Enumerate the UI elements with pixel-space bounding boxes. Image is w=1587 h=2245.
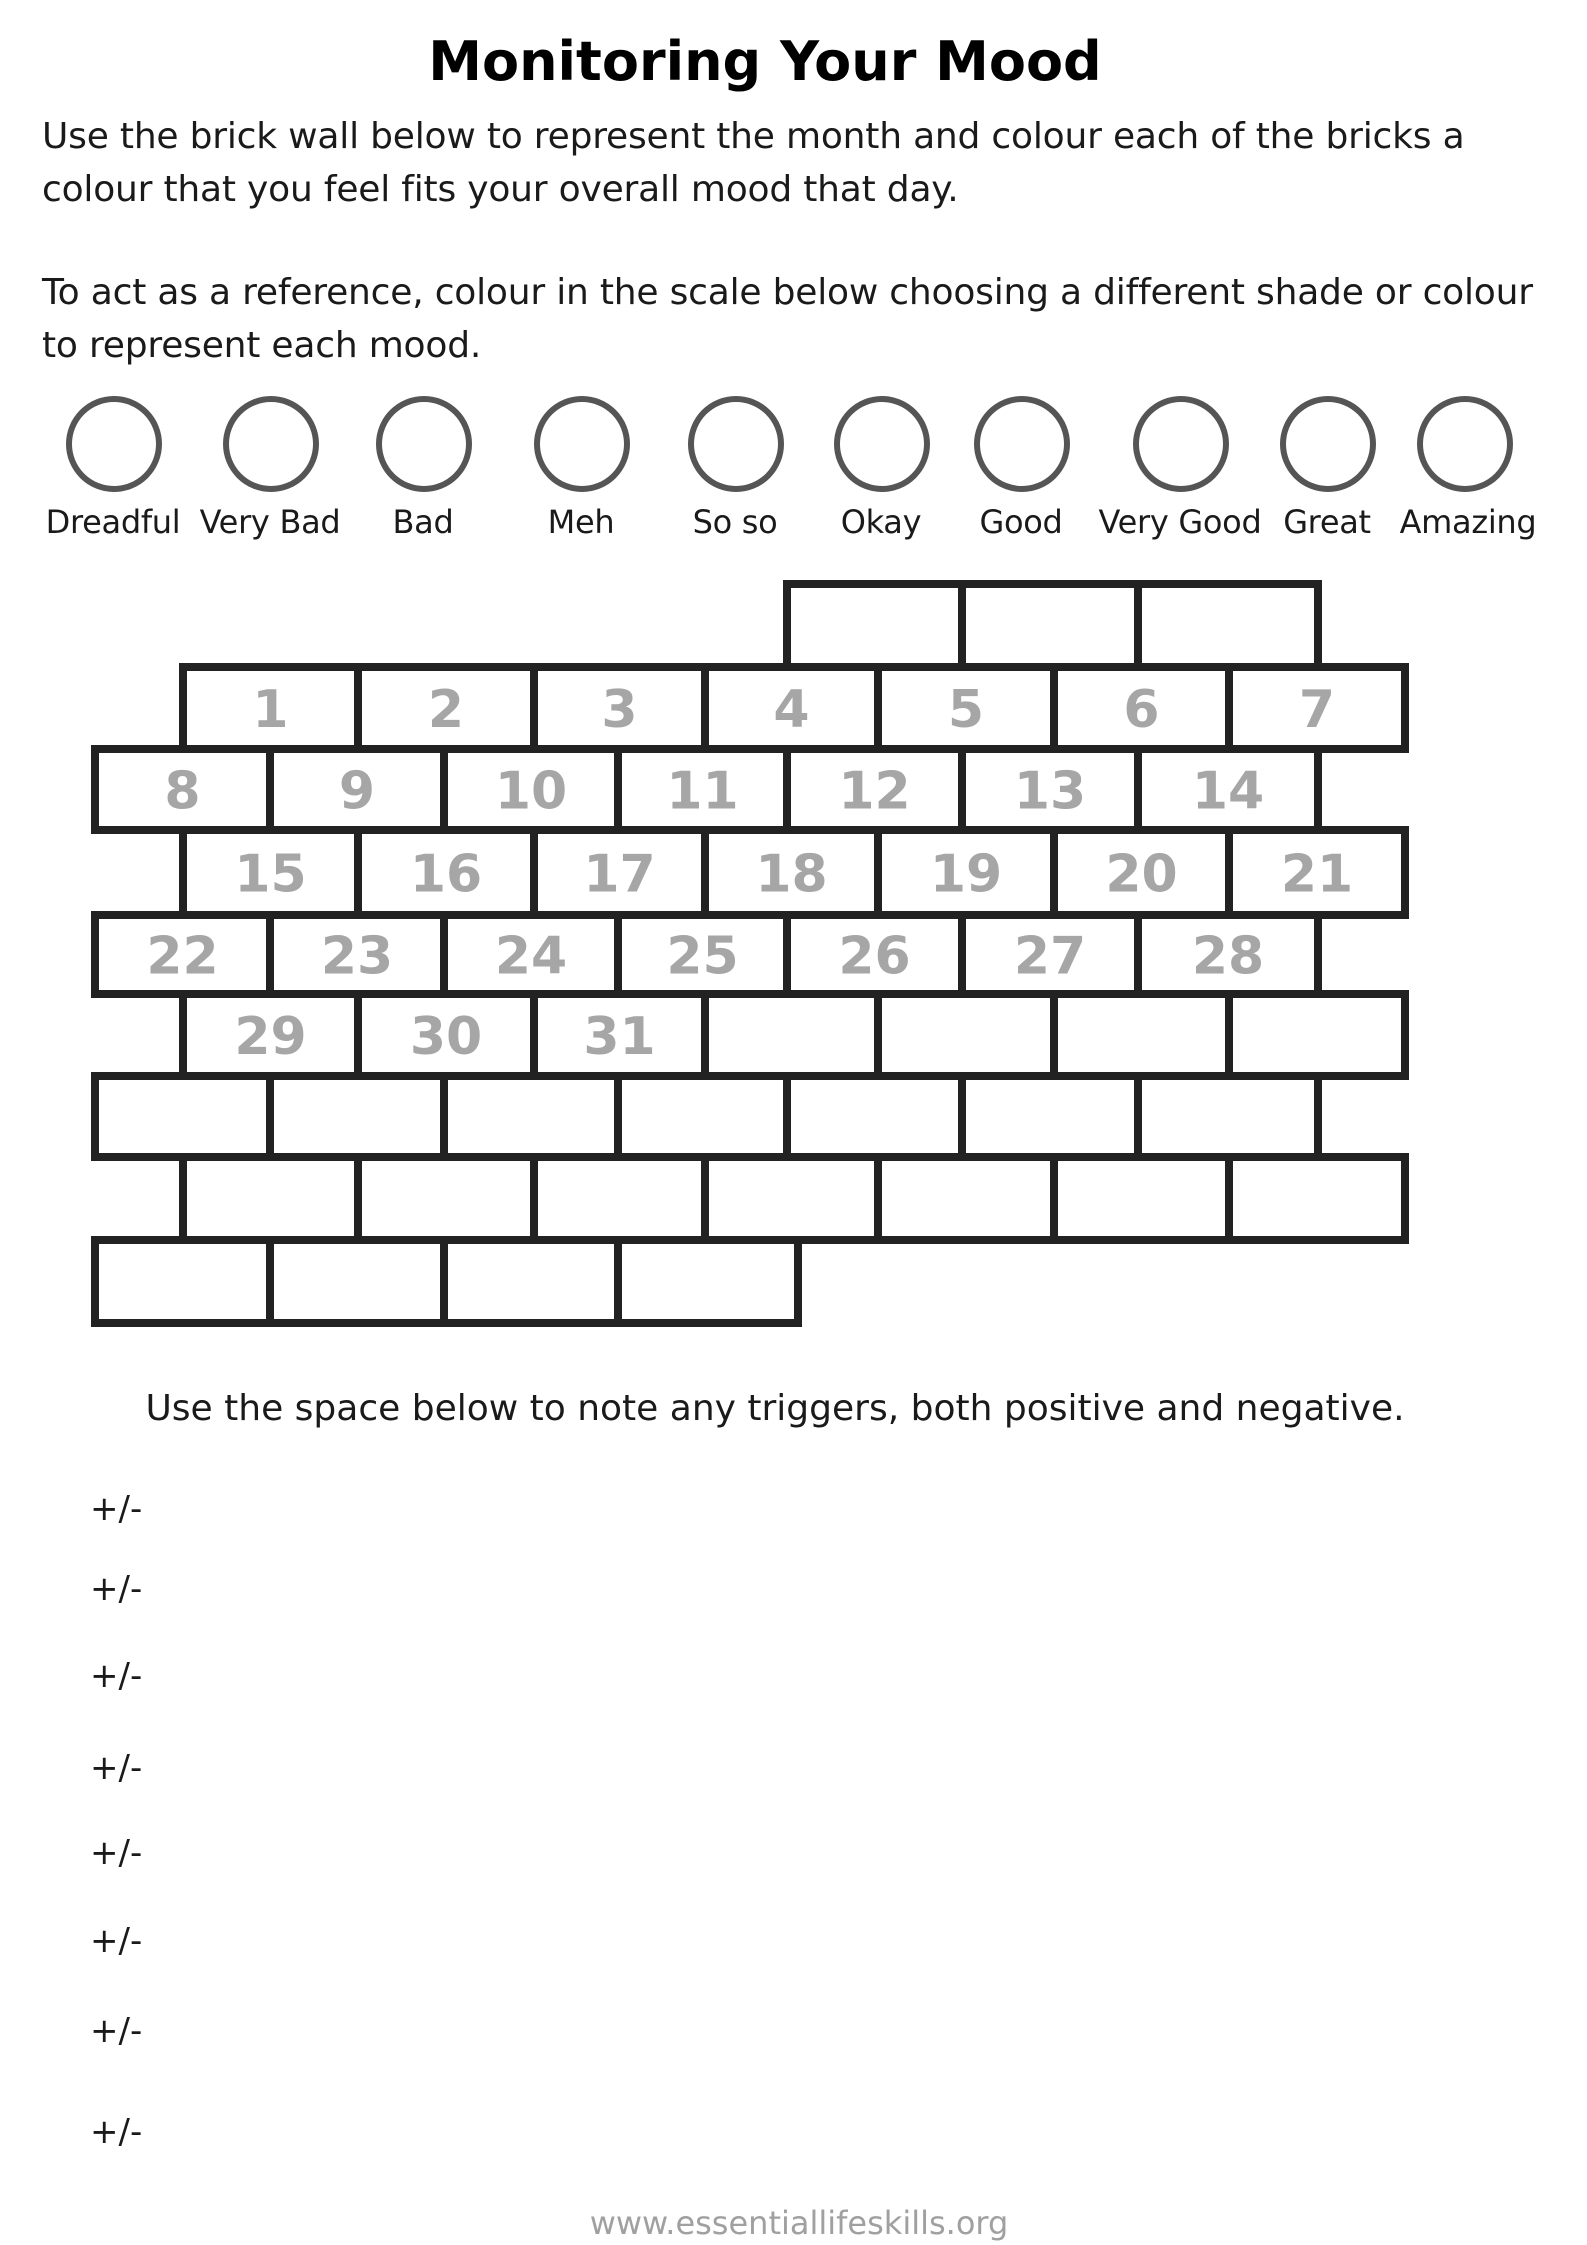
mood-label-okay: Okay (840, 503, 922, 541)
brick-day-number: 2 (427, 680, 465, 740)
footer-url: www.essentiallifeskills.org (589, 2204, 1009, 2242)
mood-label-meh: Meh (547, 503, 615, 541)
brick-blank[interactable] (705, 994, 878, 1076)
brick-blank[interactable] (787, 1076, 962, 1157)
brick-blank[interactable] (270, 1076, 444, 1157)
trigger-prefix: +/- (90, 1489, 143, 1529)
instruction-scale: To act as a reference, colour in the scale below choosing a different shade or colour to represent each mood. (42, 272, 1533, 366)
brick-day-number: 5 (947, 680, 985, 740)
brick-day-number: 30 (409, 1007, 483, 1067)
brick-day-number: 31 (583, 1007, 656, 1067)
brick-blank[interactable] (618, 1240, 798, 1323)
brick-blank[interactable] (95, 1076, 270, 1157)
triggers-intro: Use the space below to note any triggers, both positive and negative. (145, 1388, 1405, 1429)
brick-day-number: 21 (1280, 844, 1354, 905)
trigger-line (90, 2112, 1530, 2158)
brick-blank[interactable] (1138, 584, 1318, 667)
brick-day-number: 20 (1105, 844, 1178, 905)
trigger-prefix: +/- (90, 1921, 143, 1961)
brick-day-number: 17 (583, 844, 656, 905)
brick-day-number: 13 (1013, 761, 1087, 822)
trigger-prefix: +/- (90, 1656, 143, 1696)
brick-blank[interactable] (1054, 994, 1229, 1076)
trigger-line (90, 1489, 1530, 1535)
brick-blank[interactable] (358, 1157, 534, 1240)
brick-blank[interactable] (534, 1157, 705, 1240)
mood-label-very-bad: Very Bad (199, 503, 341, 541)
brick-day-number: 8 (164, 761, 201, 822)
brick-blank[interactable] (1138, 1076, 1318, 1157)
mood-label-good: Good (979, 503, 1063, 541)
brick-blank[interactable] (444, 1240, 618, 1323)
brick-day-number: 24 (494, 926, 568, 987)
trigger-line (90, 1656, 1530, 1702)
trigger-line (90, 1921, 1530, 1967)
trigger-line (90, 1569, 1530, 1615)
trigger-input[interactable] (160, 1489, 1524, 1535)
trigger-input[interactable] (160, 1921, 1524, 1967)
brick-day-number: 19 (929, 844, 1003, 905)
trigger-input[interactable] (160, 1656, 1524, 1702)
brick-blank[interactable] (95, 1240, 270, 1323)
brick-blank[interactable] (270, 1240, 444, 1323)
brick-day-number: 11 (666, 761, 739, 822)
brick-blank[interactable] (878, 1157, 1054, 1240)
brick-blank[interactable] (183, 1157, 358, 1240)
trigger-prefix: +/- (90, 2011, 143, 2051)
brick-day-number: 16 (409, 844, 483, 905)
brick-blank[interactable] (1229, 994, 1405, 1076)
brick-day-number: 3 (601, 680, 638, 740)
brick-blank[interactable] (1054, 1157, 1229, 1240)
mood-label-bad: Bad (392, 503, 454, 541)
page-title: Monitoring Your Mood (428, 30, 1102, 93)
brick-blank[interactable] (1229, 1157, 1405, 1240)
trigger-input[interactable] (160, 1748, 1524, 1794)
brick-day-number: 1 (252, 680, 289, 740)
trigger-input[interactable] (160, 2112, 1524, 2158)
trigger-prefix: +/- (90, 2112, 143, 2152)
brick-day-number: 18 (755, 844, 828, 905)
brick-day-number: 22 (146, 926, 219, 987)
brick-day-number: 29 (234, 1007, 307, 1067)
brick-day-number: 15 (234, 844, 307, 905)
brick-blank[interactable] (618, 1076, 787, 1157)
brick-day-number: 25 (666, 926, 739, 987)
mood-label-very-good: Very Good (1098, 503, 1262, 541)
brick-blank[interactable] (705, 1157, 878, 1240)
brick-blank[interactable] (962, 584, 1138, 667)
instruction-wall: Use the brick wall below to represent the month and colour each of the bricks a colour that you feel fits your overall mood that day. (42, 116, 1465, 210)
trigger-line (90, 2011, 1530, 2057)
brick-day-number: 26 (838, 926, 911, 987)
brick-day-number: 28 (1191, 926, 1265, 987)
brick-blank[interactable] (878, 994, 1054, 1076)
brick-blank[interactable] (444, 1076, 618, 1157)
brick-day-number: 27 (1013, 926, 1087, 987)
mood-label-amazing: Amazing (1399, 503, 1537, 541)
brick-day-number: 10 (494, 761, 568, 822)
brick-day-number: 14 (1191, 761, 1265, 822)
trigger-input[interactable] (160, 1569, 1524, 1615)
trigger-input[interactable] (160, 2011, 1524, 2057)
brick-day-number: 23 (320, 926, 394, 987)
brick-day-number: 6 (1123, 680, 1160, 740)
brick-blank[interactable] (787, 584, 962, 667)
mood-label-so-so: So so (692, 503, 778, 541)
trigger-line (90, 1748, 1530, 1794)
trigger-prefix: +/- (90, 1569, 143, 1609)
brick-blank[interactable] (962, 1076, 1138, 1157)
brick-day-number: 4 (773, 680, 810, 740)
brick-day-number: 12 (838, 761, 911, 822)
trigger-prefix: +/- (90, 1833, 143, 1873)
brick-day-number: 7 (1298, 680, 1336, 740)
brick-day-number: 9 (338, 761, 376, 822)
mood-label-dreadful: Dreadful (45, 503, 181, 541)
mood-label-great: Great (1283, 503, 1371, 541)
trigger-input[interactable] (160, 1833, 1524, 1879)
trigger-line (90, 1833, 1530, 1879)
trigger-prefix: +/- (90, 1748, 143, 1788)
